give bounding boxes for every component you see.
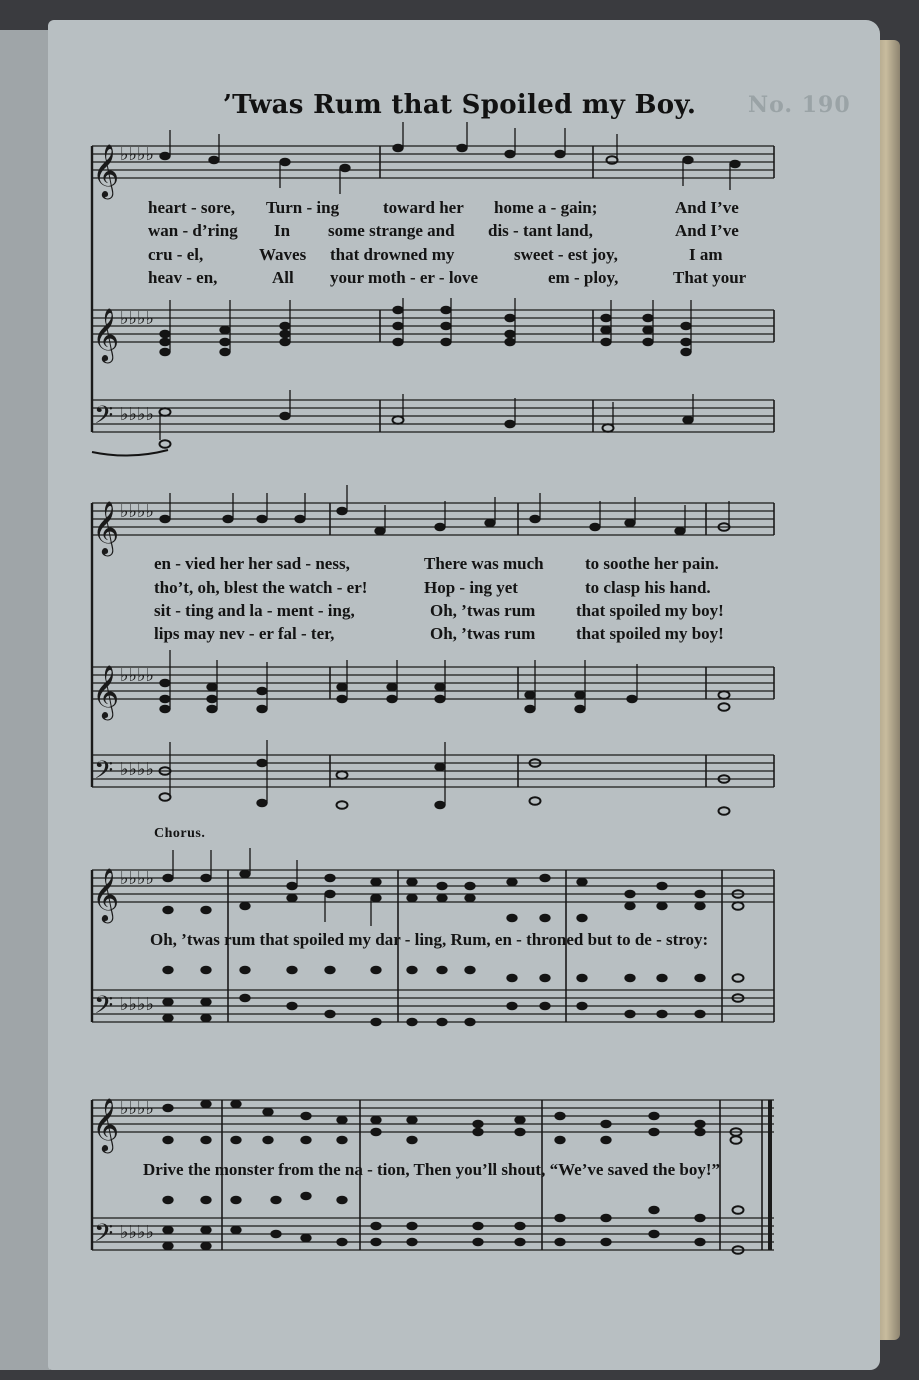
lyric-v3-s1-e: I am bbox=[689, 245, 723, 264]
svg-text:𝄞: 𝄞 bbox=[92, 143, 120, 197]
svg-text:𝄢: 𝄢 bbox=[94, 756, 114, 791]
svg-text:♭♭♭♭: ♭♭♭♭ bbox=[120, 665, 154, 686]
svg-text:𝄞: 𝄞 bbox=[92, 500, 120, 554]
svg-text:𝄞: 𝄞 bbox=[92, 1097, 120, 1151]
lyric-v2-s1-e: And I’ve bbox=[675, 221, 739, 240]
chorus-lyric-line-2: Drive the monster from the na - tion, Then you’ll shout, “We’ve saved the boy!” bbox=[143, 1160, 721, 1179]
lyric-v1-s2-b: There was much bbox=[424, 554, 544, 573]
staff-s2-bass bbox=[92, 755, 774, 787]
show-through-number: No. 190 bbox=[748, 92, 851, 118]
lyric-v4-s1-c: your moth - er - love bbox=[330, 268, 479, 287]
staff-c1-bass bbox=[92, 990, 774, 1022]
svg-text:𝄢: 𝄢 bbox=[94, 401, 114, 436]
lyric-v2-s1-c: some strange and bbox=[328, 221, 455, 240]
staff-s1-melody bbox=[92, 146, 774, 178]
lyric-v4-s1-a: heav - en, bbox=[148, 268, 218, 287]
svg-text:♭♭♭♭: ♭♭♭♭ bbox=[120, 1222, 154, 1243]
svg-text:♭♭♭♭: ♭♭♭♭ bbox=[120, 759, 154, 780]
lyric-v3-s2-c: that spoiled my boy! bbox=[576, 601, 724, 620]
lyric-v4-s1-b: All bbox=[272, 268, 294, 287]
svg-text:𝄢: 𝄢 bbox=[94, 991, 114, 1026]
lyric-v1-s2-c: to soothe her pain. bbox=[585, 554, 719, 573]
lyric-v1-s1-b: Turn - ing bbox=[266, 198, 340, 217]
lyric-v2-s2-c: to clasp his hand. bbox=[585, 578, 711, 597]
staff-s1-alto bbox=[92, 310, 774, 342]
staff-s1-bass bbox=[92, 400, 774, 432]
lyric-v1-s1-a: heart - sore, bbox=[148, 198, 236, 217]
chorus-lyric-line-1: Oh, ’twas rum that spoiled my dar - ling, Rum, en - throned but to de - stroy: bbox=[150, 930, 709, 949]
lyric-v2-s2-a: tho’t, oh, blest the watch - er! bbox=[154, 578, 368, 597]
lyric-v3-s2-a: sit - ting and la - ment - ing, bbox=[154, 601, 355, 620]
svg-text:𝄞: 𝄞 bbox=[92, 664, 120, 718]
staff-s2-alto bbox=[92, 667, 774, 699]
lyric-v2-s1-a: wan - d’ring bbox=[148, 221, 238, 240]
lyric-v2-s1-d: dis - tant land, bbox=[488, 221, 593, 240]
lyric-v1-s1-e: And I’ve bbox=[675, 198, 739, 217]
svg-text:♭♭♭♭: ♭♭♭♭ bbox=[120, 404, 154, 425]
lyric-v3-s1-d: sweet - est joy, bbox=[514, 245, 618, 264]
lyric-v1-s2-a: en - vied her her sad - ness, bbox=[154, 554, 350, 573]
lyric-v4-s1-e: That your bbox=[673, 268, 747, 287]
lyric-v1-s1-d: home a - gain; bbox=[494, 198, 598, 217]
svg-text:𝄢: 𝄢 bbox=[94, 1219, 114, 1254]
lyric-v3-s2-b: Oh, ’twas rum bbox=[430, 601, 536, 620]
lyric-v3-s1-b: Waves bbox=[259, 245, 307, 264]
svg-text:♭♭♭♭: ♭♭♭♭ bbox=[120, 868, 154, 889]
staff-c2-bass bbox=[92, 1218, 774, 1250]
staff-s2-melody bbox=[92, 503, 774, 535]
lyric-v4-s2-c: that spoiled my boy! bbox=[576, 624, 724, 643]
svg-text:♭♭♭♭: ♭♭♭♭ bbox=[120, 994, 154, 1015]
lyric-v2-s1-b: In bbox=[274, 221, 291, 240]
song-title: ’Twas Rum that Spoiled my Boy. bbox=[222, 90, 697, 120]
svg-text:𝄞: 𝄞 bbox=[92, 867, 120, 921]
chorus-label: Chorus. bbox=[154, 826, 206, 841]
lyric-v4-s2-b: Oh, ’twas rum bbox=[430, 624, 536, 643]
svg-text:𝄞: 𝄞 bbox=[92, 307, 120, 361]
svg-text:♭♭♭♭: ♭♭♭♭ bbox=[120, 501, 154, 522]
lyric-v4-s1-d: em - ploy, bbox=[548, 268, 619, 287]
svg-text:♭♭♭♭: ♭♭♭♭ bbox=[120, 308, 154, 329]
svg-text:♭♭♭♭: ♭♭♭♭ bbox=[120, 144, 154, 165]
lyric-v2-s2-b: Hop - ing yet bbox=[424, 578, 518, 597]
lyric-v3-s1-c: that drowned my bbox=[330, 245, 455, 264]
lyric-v3-s1-a: cru - el, bbox=[148, 245, 204, 264]
svg-text:♭♭♭♭: ♭♭♭♭ bbox=[120, 1098, 154, 1119]
staff-c2-treble bbox=[92, 1100, 774, 1132]
lyric-v4-s2-a: lips may nev - er fal - ter, bbox=[154, 624, 335, 643]
lyric-v1-s1-c: toward her bbox=[383, 198, 464, 217]
staff-c1-treble bbox=[92, 870, 774, 902]
